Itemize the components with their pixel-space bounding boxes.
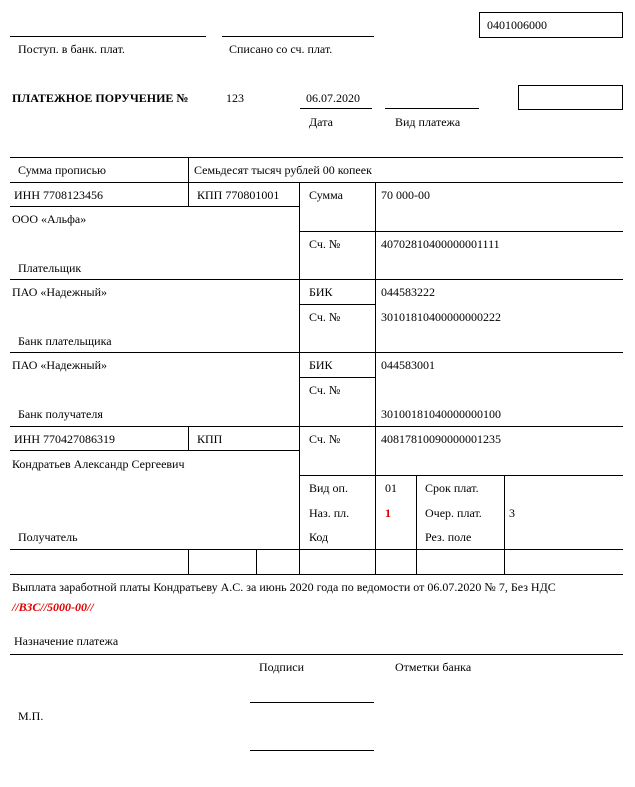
document-title: ПЛАТЕЖНОЕ ПОРУЧЕНИЕ №	[12, 91, 189, 105]
payer-inn: ИНН 7708123456	[14, 188, 103, 202]
grid-line	[375, 182, 376, 574]
payer-bank-label: Банк плательщика	[18, 334, 112, 348]
payee-label: Получатель	[18, 530, 78, 544]
grid-line	[504, 475, 505, 574]
form-code: 0401006000	[487, 18, 547, 32]
payer-account-label: Сч. №	[309, 237, 341, 251]
reserve-label: Рез. поле	[425, 530, 472, 544]
term-label: Срок плат.	[425, 481, 479, 495]
payee-account-label: Сч. №	[309, 432, 341, 446]
signature-line-1	[250, 702, 374, 703]
purpose-code: 1	[385, 506, 391, 520]
status-box	[518, 85, 623, 110]
grid-line	[299, 377, 375, 378]
payee-inn: ИНН 770427086319	[14, 432, 115, 446]
grid-line	[10, 206, 299, 207]
payer-bank-bik-label: БИК	[309, 285, 333, 299]
amount-words: Семьдесят тысяч рублей 00 копеек	[194, 163, 372, 177]
signatures-label: Подписи	[259, 660, 305, 674]
grid-line	[188, 426, 189, 451]
payer-bank-account-label: Сч. №	[309, 310, 341, 324]
payer-bank-name: ПАО «Надежный»	[12, 285, 108, 299]
purpose-code-label: Наз. пл.	[309, 506, 350, 520]
payer-bank-bik: 044583222	[381, 285, 435, 299]
priority-label: Очер. плат.	[425, 506, 482, 520]
grid-line	[299, 475, 623, 476]
payee-name: Кондратьев Александр Сергеевич	[12, 457, 185, 471]
payer-bank-account: 30101810400000000222	[381, 310, 501, 324]
grid-line	[10, 352, 623, 353]
document-number: 123	[226, 91, 244, 105]
grid-line	[10, 182, 623, 183]
payee-bank-name: ПАО «Надежный»	[12, 358, 108, 372]
payment-type-label: Вид платежа	[395, 115, 461, 129]
op-type-label: Вид оп.	[309, 481, 348, 495]
purpose-text: Выплата заработной платы Кондратьеву А.С. за июнь 2020 года по ведомости от 06.07.2020 № 7, Без НДС	[12, 580, 556, 594]
grid-line	[10, 450, 299, 451]
grid-line	[10, 654, 623, 655]
payee-bank-account: 30100181040000000100	[381, 407, 501, 421]
payee-kpp: КПП	[197, 432, 223, 446]
signature-line-2	[250, 750, 374, 751]
purpose-tag: //ВЗС//5000-00//	[12, 600, 94, 614]
priority: 3	[509, 506, 515, 520]
grid-line	[10, 574, 623, 575]
received-line	[10, 36, 206, 37]
payee-account: 40817810090000001235	[381, 432, 501, 446]
grid-line	[299, 182, 300, 574]
grid-line	[10, 279, 623, 280]
grid-line	[256, 549, 257, 574]
code-label: Код	[309, 530, 329, 544]
payee-bank-bik: 044583001	[381, 358, 435, 372]
date-label: Дата	[309, 115, 333, 129]
grid-line	[188, 549, 189, 574]
purpose-label: Назначение платежа	[14, 634, 119, 648]
debited-label: Списано со сч. плат.	[229, 42, 333, 56]
payer-account: 40702810400000001111	[381, 237, 500, 251]
grid-line	[10, 426, 623, 427]
grid-line	[10, 157, 623, 158]
payee-bank-account-label: Сч. №	[309, 383, 341, 397]
received-label: Поступ. в банк. плат.	[18, 42, 125, 56]
payer-kpp: КПП 770801001	[197, 188, 280, 202]
payee-bank-bik-label: БИК	[309, 358, 333, 372]
grid-line	[299, 231, 623, 232]
stamp-label: М.П.	[18, 709, 44, 723]
op-type: 01	[385, 481, 397, 495]
payer-label: Плательщик	[18, 261, 82, 275]
amount-words-label: Сумма прописью	[18, 163, 107, 177]
sum-label: Сумма	[309, 188, 343, 202]
debited-line	[222, 36, 374, 37]
payee-bank-label: Банк получателя	[18, 407, 103, 421]
date-line	[300, 108, 372, 109]
bank-marks-label: Отметки банка	[395, 660, 472, 674]
grid-line	[299, 304, 375, 305]
payer-name: ООО «Альфа»	[12, 212, 87, 226]
grid-line	[10, 549, 623, 550]
sum-value: 70 000-00	[381, 188, 430, 202]
payment-type-line	[385, 108, 479, 109]
grid-line	[416, 475, 417, 574]
document-date: 06.07.2020	[306, 91, 360, 105]
